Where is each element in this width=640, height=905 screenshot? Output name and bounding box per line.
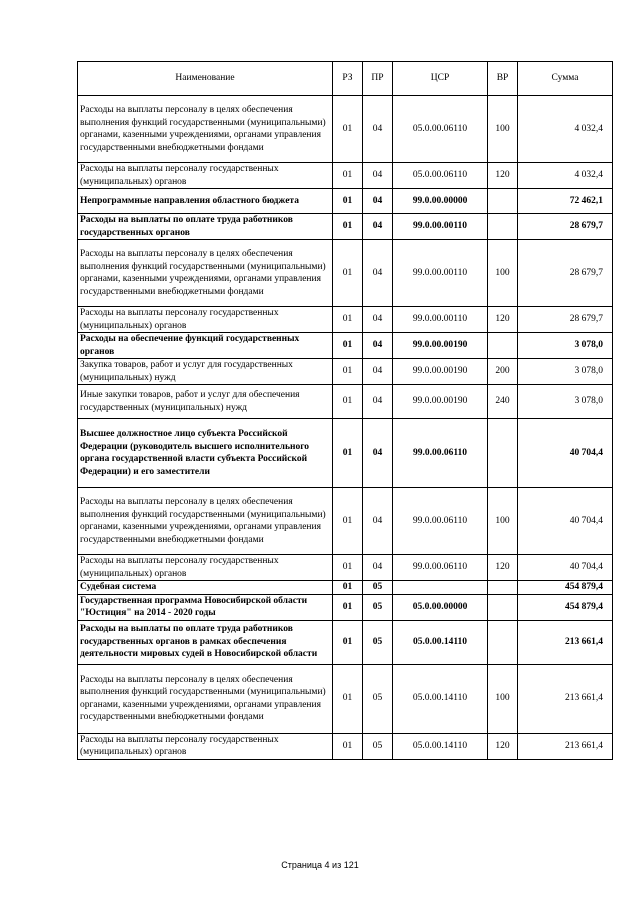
cell-pr: 05	[363, 581, 393, 595]
cell-vr: 120	[488, 555, 518, 581]
table-row	[78, 359, 613, 385]
table-row	[78, 594, 613, 620]
cell-pr: 04	[363, 419, 393, 488]
cell-rz: 01	[333, 664, 363, 733]
cell-vr: 100	[488, 240, 518, 307]
cell-csr: 99.0.00.00000	[393, 189, 488, 214]
table-row	[78, 620, 613, 664]
cell-name: Расходы на выплаты персоналу в целях обеспечения выполнения функций государственными (муниципальными) органами, казенными учреждениями, органами управления государственными внебюджетными фондами	[78, 664, 333, 733]
cell-csr: 05.0.00.06110	[393, 96, 488, 163]
cell-name: Иные закупки товаров, работ и услуг для обеспечения государственных (муниципальных) нужд	[78, 385, 333, 419]
cell-vr	[488, 581, 518, 595]
cell-name: Непрограммные направления областного бюджета	[78, 189, 333, 214]
cell-pr: 04	[363, 333, 393, 359]
cell-sum: 28 679,7	[518, 307, 613, 333]
cell-sum: 213 661,4	[518, 664, 613, 733]
cell-name: Расходы на выплаты персоналу в целях обеспечения выполнения функций государственными (муниципальными) органами, казенными учреждениями, органами управления государственными внебюджетными фондами	[78, 96, 333, 163]
cell-pr: 04	[363, 163, 393, 189]
cell-rz: 01	[333, 163, 363, 189]
cell-csr: 99.0.00.00110	[393, 240, 488, 307]
table-row	[78, 214, 613, 240]
cell-sum: 3 078,0	[518, 359, 613, 385]
cell-pr: 05	[363, 620, 393, 664]
cell-name: Высшее должностное лицо субъекта Российской Федерации (руководитель высшего исполнительного органа государственной власти субъекта Российской Федерации) и его заместители	[78, 419, 333, 488]
cell-vr	[488, 189, 518, 214]
cell-pr: 04	[363, 96, 393, 163]
cell-sum: 3 078,0	[518, 333, 613, 359]
cell-rz: 01	[333, 96, 363, 163]
cell-csr: 99.0.00.06110	[393, 555, 488, 581]
cell-rz: 01	[333, 581, 363, 595]
table-row	[78, 733, 613, 759]
cell-pr: 05	[363, 664, 393, 733]
header-sum: Сумма	[518, 62, 613, 96]
cell-pr: 04	[363, 307, 393, 333]
table-row	[78, 307, 613, 333]
cell-vr: 120	[488, 307, 518, 333]
cell-sum: 454 879,4	[518, 581, 613, 595]
cell-csr: 99.0.00.00110	[393, 307, 488, 333]
cell-pr: 04	[363, 488, 393, 555]
cell-vr: 100	[488, 488, 518, 555]
cell-sum: 4 032,4	[518, 163, 613, 189]
cell-rz: 01	[333, 385, 363, 419]
cell-vr	[488, 333, 518, 359]
cell-sum: 28 679,7	[518, 214, 613, 240]
cell-vr	[488, 419, 518, 488]
cell-name: Расходы на выплаты по оплате труда работников государственных органов	[78, 214, 333, 240]
cell-rz: 01	[333, 419, 363, 488]
cell-name: Государственная программа Новосибирской области "Юстиция" на 2014 - 2020 годы	[78, 594, 333, 620]
cell-pr: 04	[363, 555, 393, 581]
cell-name: Расходы на выплаты персоналу государственных (муниципальных) органов	[78, 307, 333, 333]
cell-sum: 4 032,4	[518, 96, 613, 163]
table-row	[78, 189, 613, 214]
cell-rz: 01	[333, 733, 363, 759]
cell-vr: 100	[488, 96, 518, 163]
cell-vr: 120	[488, 163, 518, 189]
cell-name: Судебная система	[78, 581, 333, 595]
cell-csr: 99.0.00.00190	[393, 333, 488, 359]
budget-table	[77, 61, 613, 760]
cell-csr: 05.0.00.14110	[393, 733, 488, 759]
table-row	[78, 581, 613, 595]
cell-name: Расходы на выплаты персоналу в целях обеспечения выполнения функций государственными (муниципальными) органами, казенными учреждениями, органами управления государственными внебюджетными фондами	[78, 240, 333, 307]
cell-name: Расходы на выплаты по оплате труда работников государственных органов в рамках обеспечения деятельности мировых судей в Новосибирской области	[78, 620, 333, 664]
table-row	[78, 555, 613, 581]
header-pr: ПР	[363, 62, 393, 96]
cell-csr: 99.0.00.00190	[393, 359, 488, 385]
cell-sum: 454 879,4	[518, 594, 613, 620]
header-name: Наименование	[78, 62, 333, 96]
cell-csr	[393, 581, 488, 595]
cell-name: Расходы на выплаты персоналу в целях обеспечения выполнения функций государственными (муниципальными) органами, казенными учреждениями, органами управления государственными внебюджетными фондами	[78, 488, 333, 555]
table-header-row	[78, 62, 613, 96]
cell-vr	[488, 620, 518, 664]
cell-name: Расходы на выплаты персоналу государственных (муниципальных) органов	[78, 163, 333, 189]
table-row	[78, 419, 613, 488]
cell-vr: 240	[488, 385, 518, 419]
cell-rz: 01	[333, 240, 363, 307]
cell-pr: 04	[363, 240, 393, 307]
cell-sum: 72 462,1	[518, 189, 613, 214]
cell-sum: 3 078,0	[518, 385, 613, 419]
cell-sum: 213 661,4	[518, 733, 613, 759]
cell-vr: 200	[488, 359, 518, 385]
table-row	[78, 385, 613, 419]
cell-vr: 100	[488, 664, 518, 733]
cell-csr: 99.0.00.00190	[393, 385, 488, 419]
cell-pr: 04	[363, 359, 393, 385]
cell-vr	[488, 594, 518, 620]
cell-rz: 01	[333, 620, 363, 664]
table-row	[78, 240, 613, 307]
cell-pr: 04	[363, 385, 393, 419]
table-row	[78, 163, 613, 189]
header-vr: ВР	[488, 62, 518, 96]
page-number: Страница 4 из 121	[281, 860, 359, 870]
cell-rz: 01	[333, 189, 363, 214]
cell-rz: 01	[333, 307, 363, 333]
table-row	[78, 96, 613, 163]
header-rz: РЗ	[333, 62, 363, 96]
cell-name: Расходы на выплаты персоналу государственных (муниципальных) органов	[78, 733, 333, 759]
cell-pr: 05	[363, 594, 393, 620]
table-row	[78, 664, 613, 733]
cell-sum: 40 704,4	[518, 488, 613, 555]
header-csr: ЦСР	[393, 62, 488, 96]
cell-sum: 28 679,7	[518, 240, 613, 307]
cell-csr: 05.0.00.14110	[393, 620, 488, 664]
cell-sum: 213 661,4	[518, 620, 613, 664]
cell-rz: 01	[333, 488, 363, 555]
cell-csr: 05.0.00.14110	[393, 664, 488, 733]
cell-name: Закупка товаров, работ и услуг для государственных (муниципальных) нужд	[78, 359, 333, 385]
cell-sum: 40 704,4	[518, 555, 613, 581]
cell-rz: 01	[333, 333, 363, 359]
cell-pr: 04	[363, 214, 393, 240]
cell-csr: 99.0.00.06110	[393, 419, 488, 488]
cell-name: Расходы на обеспечение функций государственных органов	[78, 333, 333, 359]
table-row	[78, 333, 613, 359]
cell-sum: 40 704,4	[518, 419, 613, 488]
cell-rz: 01	[333, 214, 363, 240]
cell-csr: 05.0.00.06110	[393, 163, 488, 189]
cell-vr: 120	[488, 733, 518, 759]
cell-csr: 99.0.00.00110	[393, 214, 488, 240]
cell-rz: 01	[333, 359, 363, 385]
table-body	[78, 62, 613, 760]
cell-csr: 05.0.00.00000	[393, 594, 488, 620]
cell-name: Расходы на выплаты персоналу государственных (муниципальных) органов	[78, 555, 333, 581]
cell-vr	[488, 214, 518, 240]
cell-pr: 04	[363, 189, 393, 214]
cell-rz: 01	[333, 594, 363, 620]
table-row	[78, 488, 613, 555]
cell-csr: 99.0.00.06110	[393, 488, 488, 555]
cell-pr: 05	[363, 733, 393, 759]
cell-rz: 01	[333, 555, 363, 581]
